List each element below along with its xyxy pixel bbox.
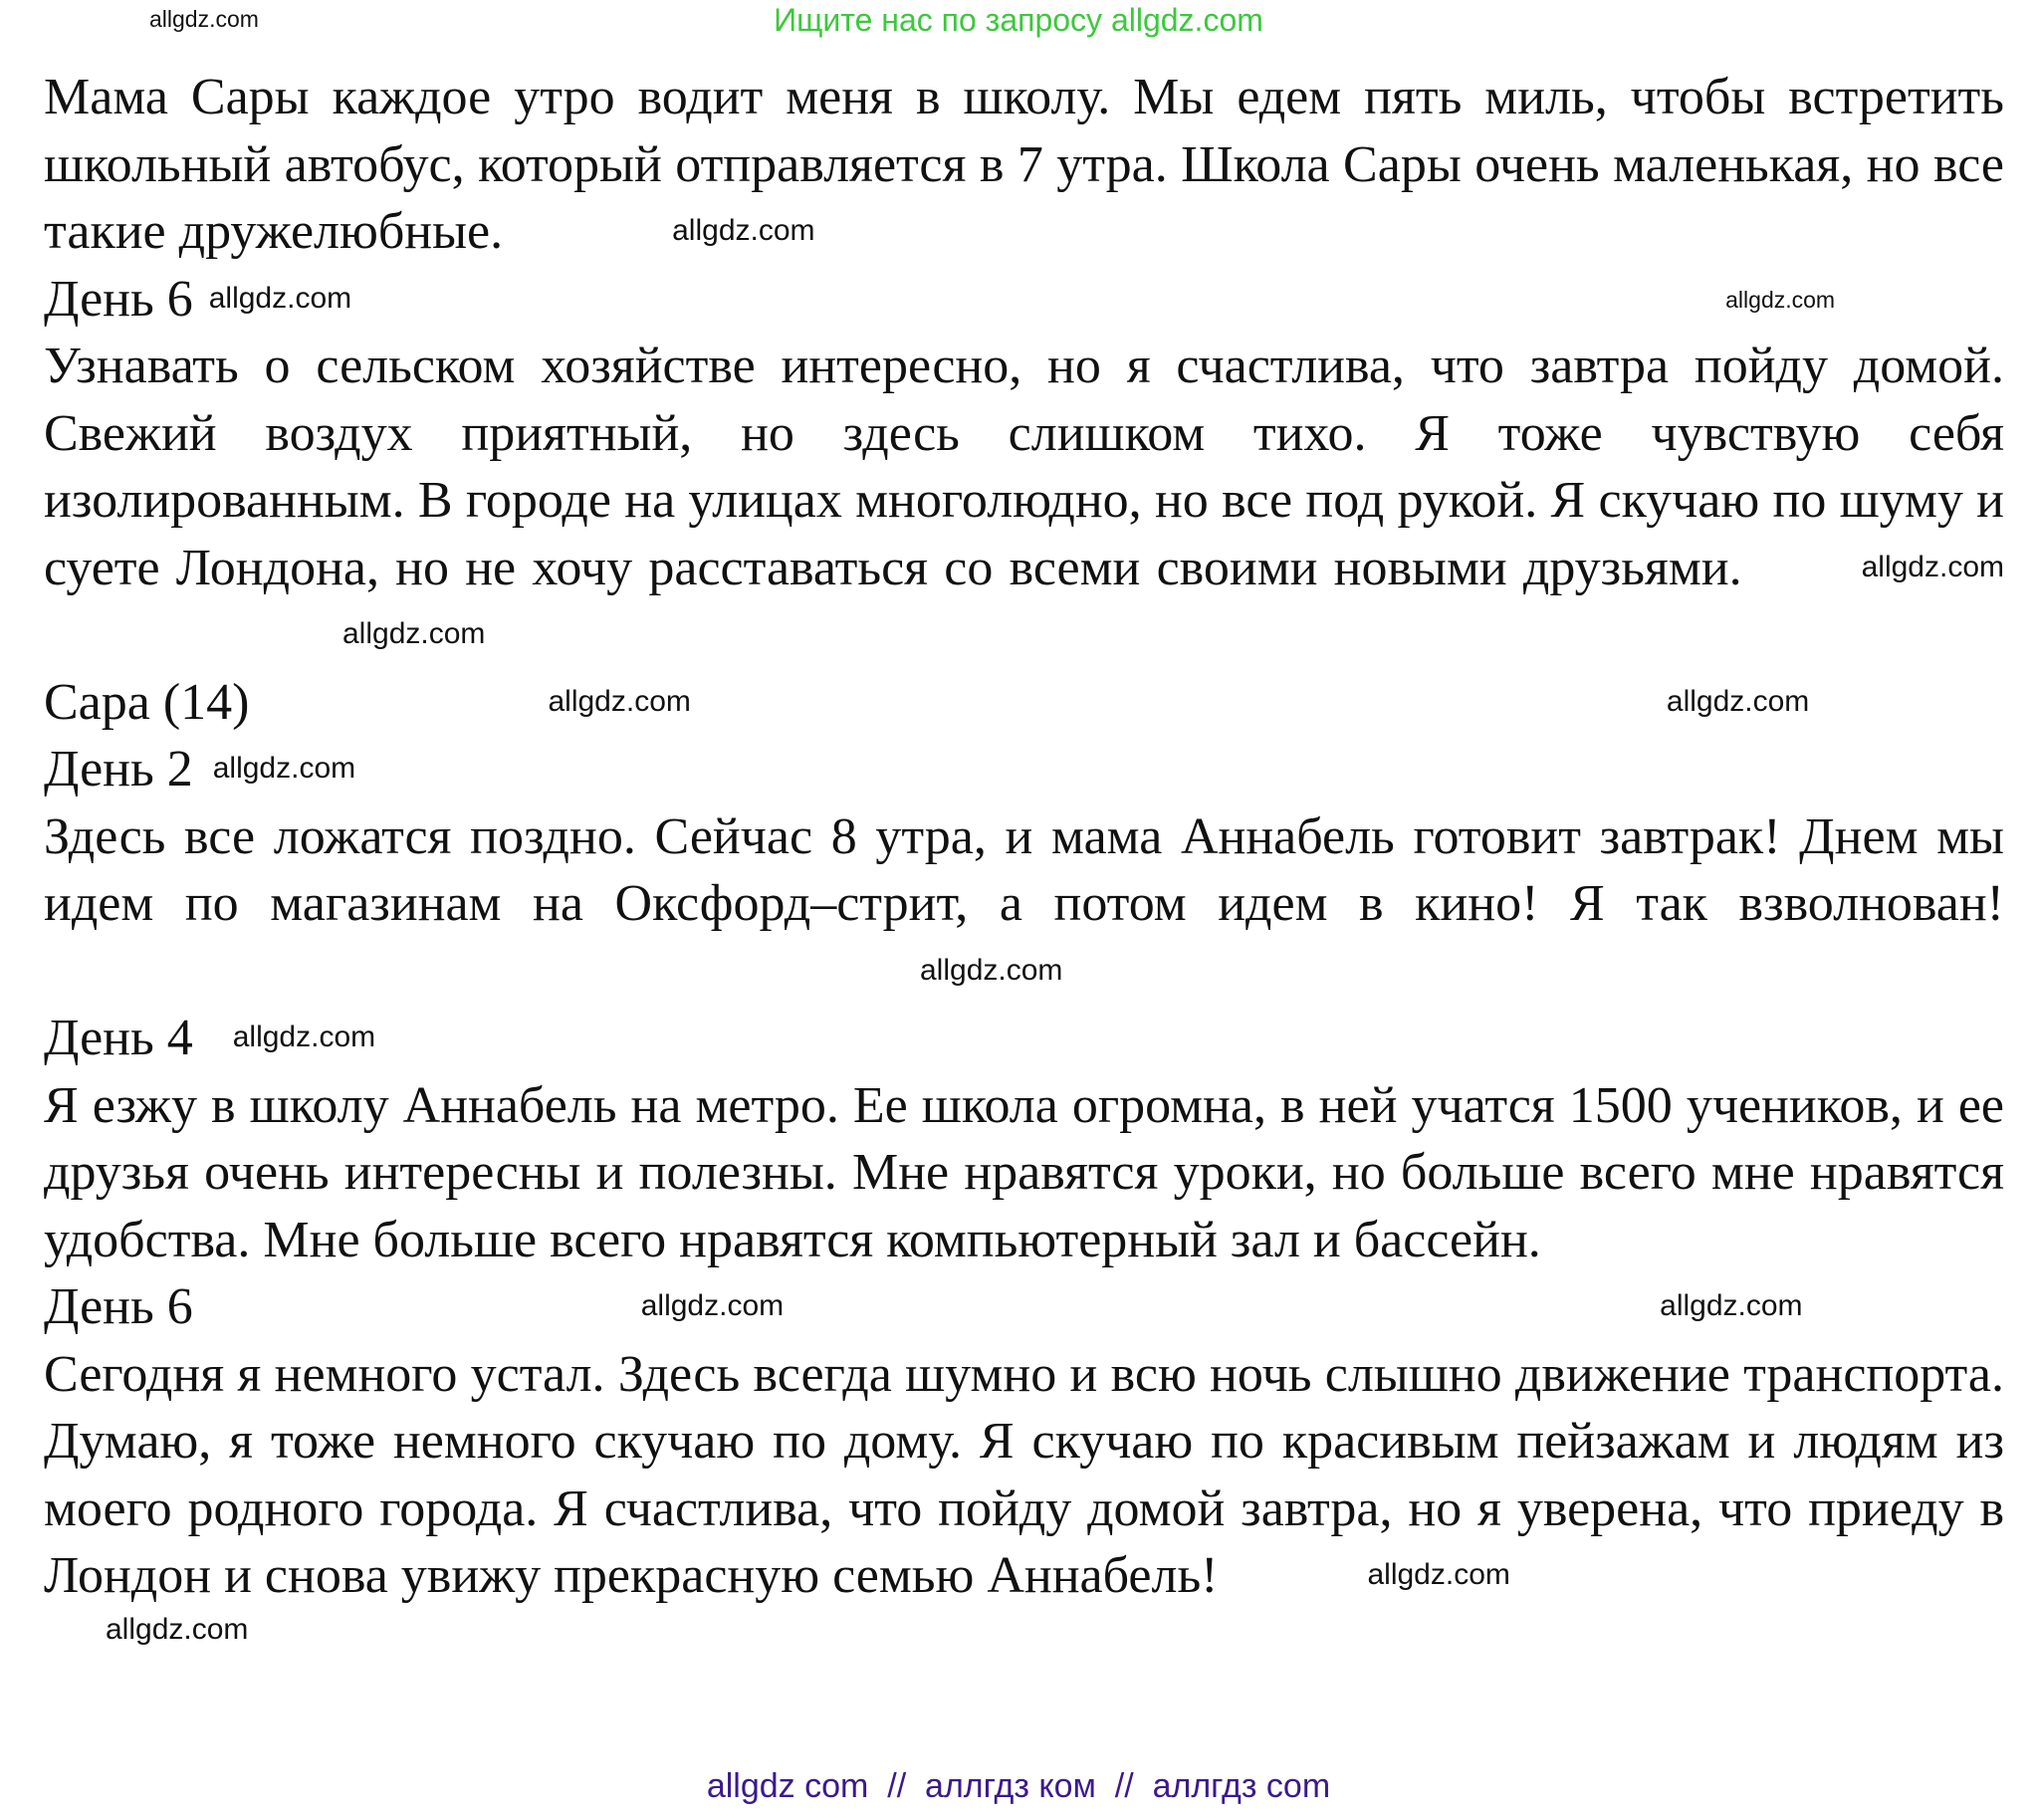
watermark: allgdz.com — [232, 1021, 376, 1053]
paragraph-text: Здесь все ложатся поздно. Сейчас 8 утра, и мама Аннабель готовит завтрак! Днем мы идем по магазинам на Оксфорд–стрит, а потом идем в кино! Я так взволнован! — [44, 807, 2004, 932]
paragraph — [44, 1072, 2004, 1274]
day-heading — [44, 1273, 2004, 1341]
paragraph — [44, 333, 2004, 669]
watermark: allgdz.com — [208, 281, 352, 315]
watermark: allgdz.com — [640, 1289, 785, 1322]
day-heading — [44, 266, 2004, 334]
paragraph — [44, 1341, 2004, 1610]
paragraph-text: Мама Сары каждое утро водит меня в школу. Мы едем пять миль, чтобы встретить школьный автобус, который отправляется в 7 утра. Школа Сары очень маленькая, но все такие дружелюбные. — [44, 69, 2004, 260]
watermark: allgdz.com — [1367, 1558, 1510, 1591]
watermark: allgdz.com — [106, 1612, 249, 1646]
day-heading — [44, 736, 2004, 803]
paragraph — [44, 803, 2004, 1006]
search-hint-banner: Ищите нас по запросу allgdz.com — [774, 2, 1263, 38]
heading-text: День 4 — [44, 1010, 193, 1066]
heading-text: Сара (14) — [44, 673, 250, 731]
watermark: allgdz.com — [1861, 550, 2004, 583]
watermark: allgdz.com — [149, 6, 259, 32]
paragraph — [44, 64, 2004, 266]
paragraph-text: Я езжу в школу Аннабель на метро. Ее школа огромна, в ней учатся 1500 учеников, и ее друзья очень интересны и полезны. Мне нравятся уроки, но больше всего мне нравятся удобства. Мне больше всего нравятся компьютерный зал и бассейн. — [44, 1076, 2004, 1268]
watermark: allgdz.com — [1666, 684, 1810, 718]
watermark: allgdz.com — [672, 214, 815, 247]
author-heading — [44, 669, 2004, 737]
day-heading — [44, 1005, 2004, 1072]
paragraph-text: Сегодня я немного устал. Здесь всегда шумно и всю ночь слышно движение транспорта. Думаю, я тоже немного скучаю по дому. Я скучаю по красивым пейзажам и людям из моего родного города. Я счастлива, что пойду домой завтра, но я уверена, что приеду в Лондон и снова увижу прекрасную семью Аннабель! — [44, 1345, 2004, 1604]
watermark: allgdz.com — [1725, 286, 1836, 313]
watermark: allgdz.com — [1660, 1289, 1803, 1322]
heading-text: День 6 — [44, 1278, 193, 1335]
watermark: allgdz.com — [212, 752, 356, 785]
watermark: allgdz.com — [548, 684, 691, 718]
heading-text: День 2 — [44, 741, 193, 797]
paragraph-text: Узнавать о сельском хозяйстве интересно, но я счастлива, что завтра пойду домой. Свежий воздух приятный, но здесь слишком тихо. Я тоже чувствую себя изолированным. В городе на улицах многолюдно, но все под рукой. Я скучаю по шуму и суете Лондона, но не хочу расставаться со всеми своими новыми друзьями. — [44, 338, 2004, 596]
heading-text: День 6 — [44, 270, 193, 328]
watermark: allgdz.com — [920, 953, 1063, 987]
watermark: allgdz.com — [342, 617, 486, 650]
document-text — [44, 64, 2004, 1650]
footer-watermark: allgdz com // аллгдз ком // аллгдз com — [706, 1767, 1331, 1805]
